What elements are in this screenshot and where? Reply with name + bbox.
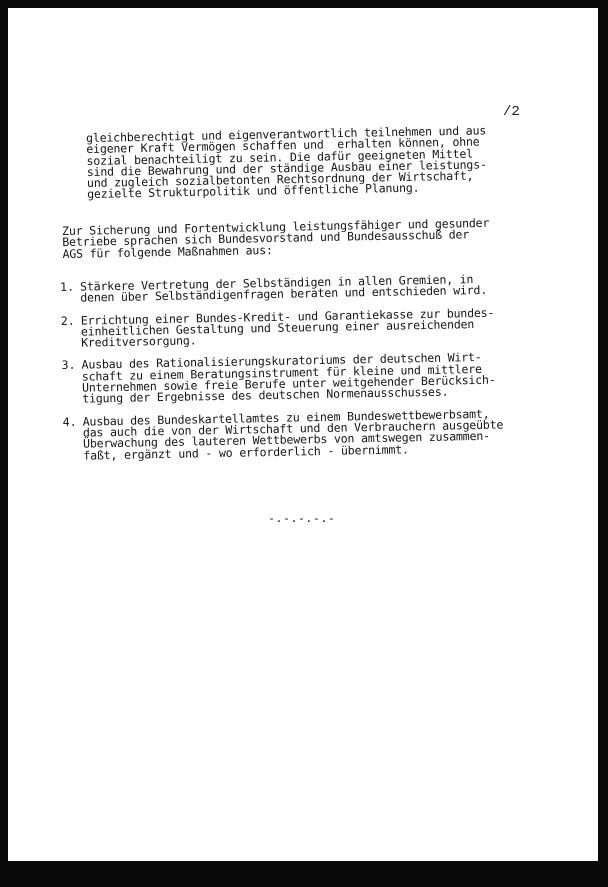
scan-border-bottom	[0, 861, 608, 887]
page-number: /2	[503, 104, 520, 120]
scan-border-right	[598, 0, 608, 887]
list-item-number: 4.	[62, 414, 77, 429]
list-item	[60, 273, 530, 305]
intro-paragraph: gleichberechtigt und eigenverantwortlich teilnehmen und aus eigener Kraft Vermögen schaffen und erhalten können, ohne sozial benachteiligt zu sein. Die dafür geeigneten Mittel sind die Bewahrung und der ständige Ausbau einer leistungs- und zugleich sozialbetonten Rechtsordnung der Wirtschaft, gezielte Strukturpolitik und öffentliche Planung.	[85, 123, 487, 202]
measures-list	[60, 273, 534, 473]
list-item	[62, 351, 533, 405]
scan-border-top	[0, 0, 608, 8]
list-item-text: Stärkere Vertretung der Selbständigen in allen Gremien, in denen über Selbständigenfragen beraten und entschieden wird.	[79, 272, 488, 305]
list-item	[63, 408, 534, 462]
list-item	[61, 307, 532, 350]
list-item-number: 1.	[59, 279, 75, 294]
list-item-number: 3.	[61, 358, 76, 373]
list-item-number: 2.	[60, 313, 75, 328]
list-item-text: Errichtung einer Bundes-Kredit- und Garantiekasse zur bundes- einheitlichen Gestaltung und Steuerung einer ausreichenden Kreditversorgung.	[80, 305, 495, 350]
list-item-text: Ausbau des Bundeskartellamtes zu einem Bundeswettbewerbsamt, das auch die von der Wirtschaft und den Verbrauchern ausgeübte Überwachung des lauteren Wettbewerbs von amtswegen zusammen- faßt, ergänzt und - wo erforderlich - übernimmt.	[82, 406, 504, 463]
scan-border-left	[0, 0, 8, 887]
section-separator: -.-.-.-.-	[268, 511, 336, 525]
measures-intro-paragraph: Zur Sicherung und Fortentwicklung leistungsfähiger und gesunder Betriebe sprachen sich Bundesvorstand und Bundesausschuß der AGS für folgende Maßnahmen aus:	[61, 215, 490, 261]
list-item-text: Ausbau des Rationalisierungskuratoriums der deutschen Wirt- schaft zu einem Beratungsinstrument für kleine und mittlere Unternehmen sowie freie Berufe unter weitgehender Berücksich- tigung der Ergebnisse des deutschen Normenausschusses.	[81, 350, 496, 406]
